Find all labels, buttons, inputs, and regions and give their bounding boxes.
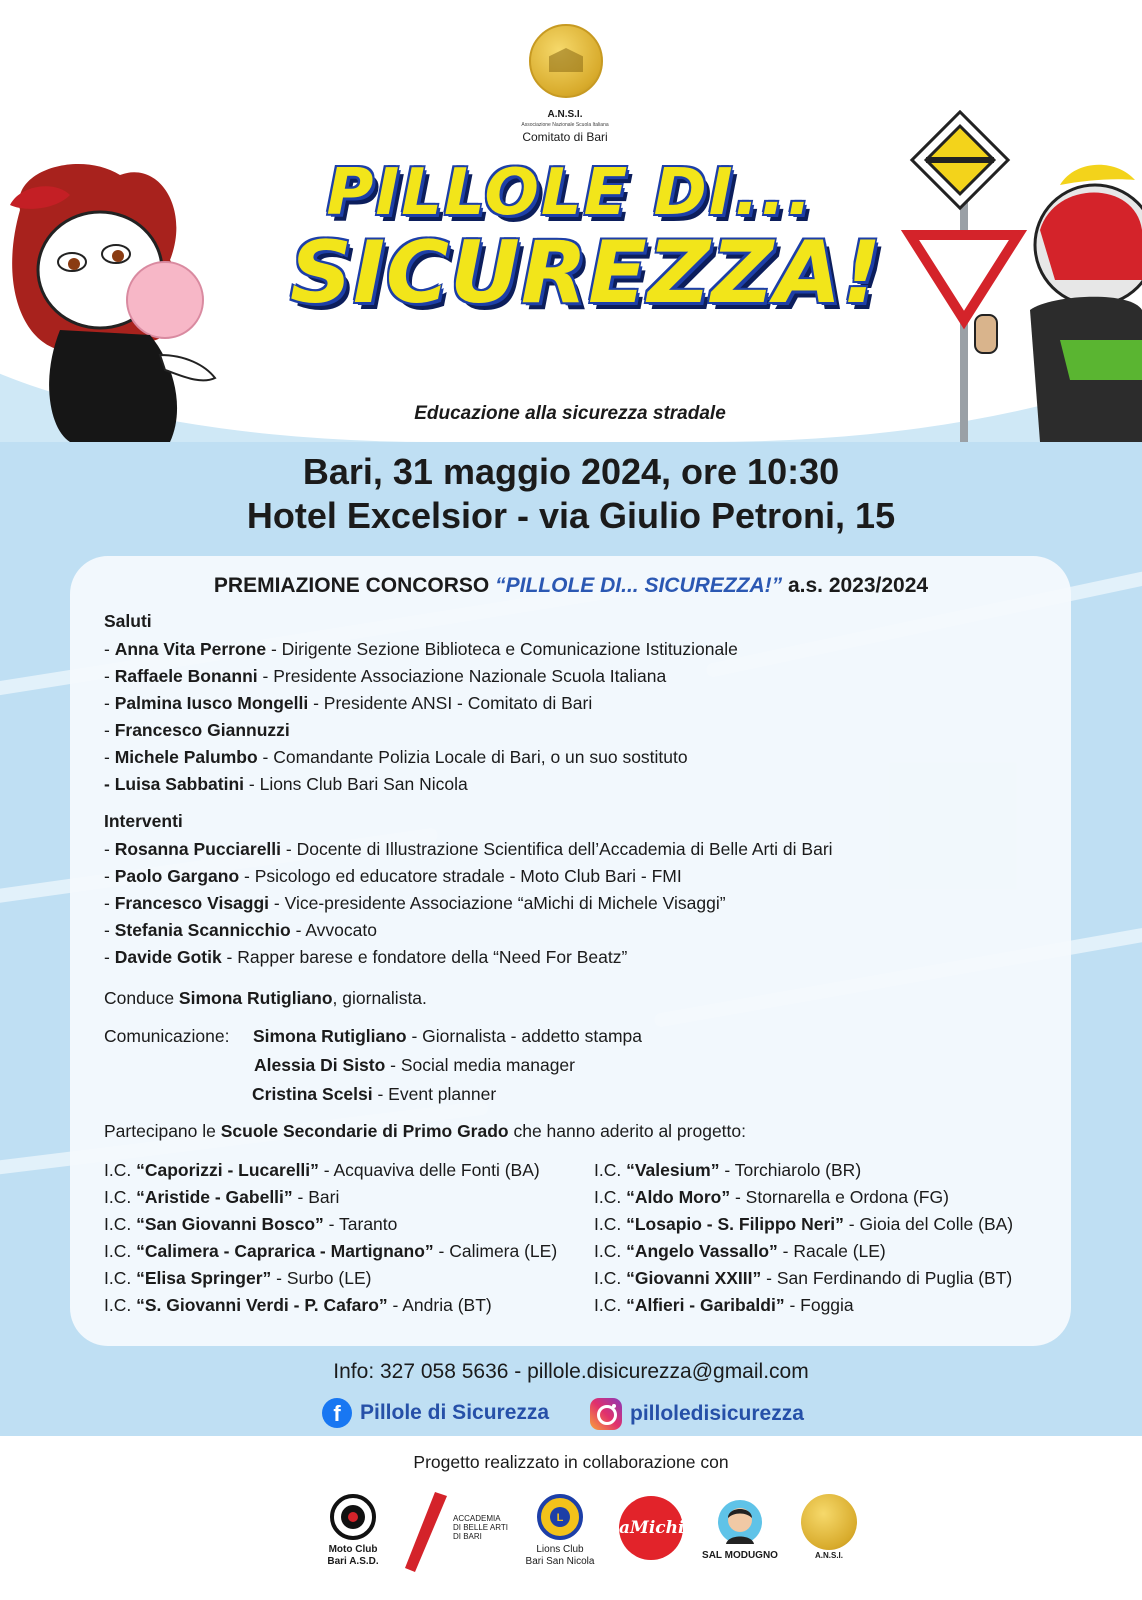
interventi-heading: Interventi (104, 811, 183, 831)
school-item: I.C. “Aldo Moro” - Stornarella e Ordona (FG) (594, 1187, 949, 1207)
lions-club-name: Lions Club Bari San Nicola (525, 1544, 595, 1567)
school-item: I.C. “San Giovanni Bosco” - Taranto (104, 1214, 398, 1234)
ansi-subtitle: Associazione Nazionale Scuola Italiana (521, 122, 609, 128)
comunicazione-label: Comunicazione: (104, 1026, 230, 1046)
instagram-label: pilloledisicurezza (630, 1402, 804, 1425)
partecipano-line: Partecipano le Scuole Secondarie di Primo Grado che hanno aderito al progetto: (104, 1121, 747, 1141)
accademia-emblem (405, 1492, 449, 1572)
facebook-label: Pillole di Sicurezza (360, 1401, 550, 1424)
event-title (290, 156, 883, 323)
facebook-link[interactable] (322, 1398, 549, 1428)
comunicazione-item: Cristina Scelsi - Event planner (252, 1084, 497, 1104)
program-title (0, 574, 1142, 598)
svg-text:L: L (556, 1512, 564, 1524)
sal-modugno-name: SAL MODUGNO (702, 1550, 778, 1561)
conduce-line: Conduce Simona Rutigliano, giornalista. (104, 988, 427, 1008)
contact-info: Info: 327 058 5636 - pillole.disicurezza@gmail.com (333, 1360, 809, 1383)
school-item: I.C. “Giovanni XXIII” - San Ferdinando di Puglia (BT) (594, 1268, 1013, 1288)
ansi-footer-logo (796, 1494, 862, 1562)
ansi-footer-name: A.N.S.I. (814, 1551, 843, 1560)
title-line-1: PILLOLE DI... (326, 156, 814, 230)
event-date: Bari, 31 maggio 2024, ore 10:30 (302, 451, 840, 492)
interventi-item: - Francesco Visaggi - Vice-presidente Associazione “aMichi di Michele Visaggi” (104, 893, 726, 913)
saluti-item: - Michele Palumbo - Comandante Polizia Locale di Bari, o un suo sostituto (104, 747, 688, 767)
school-item: I.C. “Elisa Springer” - Surbo (LE) (104, 1268, 372, 1288)
event-venue: Hotel Excelsior - via Giulio Petroni, 15 (246, 495, 896, 536)
amichi-mark: aMichi (619, 1496, 683, 1560)
saluti-item: - Francesco Giannuzzi (104, 720, 290, 740)
ansi-logo (529, 24, 603, 98)
accademia-name: ACCADEMIA DI BELLE ARTI DI BARI (453, 1514, 508, 1541)
school-item: I.C. “Aristide - Gabelli” - Bari (104, 1187, 340, 1207)
road-signs-rider-illustration (890, 110, 1142, 442)
moto-club-name: Moto Club Bari A.S.D. (327, 1544, 379, 1567)
tagline: Educazione alla sicurezza stradale (414, 403, 726, 424)
sal-modugno-logo (700, 1498, 780, 1562)
school-item: I.C. “S. Giovanni Verdi - P. Cafaro” - Andria (BT) (104, 1295, 492, 1315)
comitato-label: Comitato di Bari (522, 130, 608, 144)
saluti-item: - Palmina Iusco Mongelli - Presidente ANSI - Comitato di Bari (104, 693, 593, 713)
title-line-2: SICUREZZA! (290, 223, 883, 323)
ansi-footer-emblem (801, 1494, 857, 1550)
program-title-quote: “PILLOLE DI... SICUREZZA!” (495, 574, 783, 597)
moto-club-emblem (330, 1494, 376, 1540)
lions-club-logo (515, 1494, 605, 1568)
school-item: I.C. “Angelo Vassallo” - Racale (LE) (594, 1241, 886, 1261)
collaboration-label: Progetto realizzato in collaborazione con (413, 1452, 729, 1472)
school-item: I.C. “Caporizzi - Lucarelli” - Acquaviva delle Fonti (BA) (104, 1160, 540, 1180)
school-item: I.C. “Valesium” - Torchiarolo (BR) (594, 1160, 862, 1180)
saluti-item: - Anna Vita Perrone - Dirigente Sezione Biblioteca e Comunicazione Istituzionale (104, 639, 738, 659)
moto-club-logo (318, 1494, 388, 1568)
interventi-item: - Paolo Gargano - Psicologo ed educatore stradale - Moto Club Bari - FMI (104, 866, 682, 886)
comunicazione-item: Alessia Di Sisto - Social media manager (254, 1055, 575, 1075)
amichi-logo (619, 1496, 687, 1560)
instagram-icon (590, 1398, 622, 1430)
lions-club-emblem (537, 1494, 583, 1540)
sal-modugno-avatar (716, 1498, 764, 1546)
school-item: I.C. “Calimera - Caprarica - Martignano” - Calimera (LE) (104, 1241, 558, 1261)
ansi-name: A.N.S.I. (547, 109, 583, 120)
comunicazione-item: Simona Rutigliano - Giornalista - addetto stampa (253, 1026, 643, 1046)
facebook-icon: f (322, 1398, 352, 1428)
interventi-item: - Stefania Scannicchio - Avvocato (104, 920, 377, 940)
cartoon-girl-illustration (0, 150, 250, 442)
school-item: I.C. “Alfieri - Garibaldi” - Foggia (594, 1295, 854, 1315)
saluti-item: - Raffaele Bonanni - Presidente Associazione Nazionale Scuola Italiana (104, 666, 667, 686)
school-item: I.C. “Losapio - S. Filippo Neri” - Gioia del Colle (BA) (594, 1214, 1014, 1234)
saluti-heading: Saluti (104, 611, 152, 631)
interventi-item: - Davide Gotik - Rapper barese e fondatore della “Need For Beatz” (104, 947, 628, 967)
program-title-prefix: PREMIAZIONE CONCORSO (213, 574, 490, 597)
saluti-item: - Luisa Sabbatini - Lions Club Bari San Nicola (104, 774, 468, 794)
program-title-suffix: a.s. 2023/2024 (787, 574, 929, 597)
interventi-item: - Rosanna Pucciarelli - Docente di Illustrazione Scientifica dell’Accademia di Belle Arti di Bari (104, 839, 833, 859)
instagram-link[interactable] (590, 1398, 804, 1430)
